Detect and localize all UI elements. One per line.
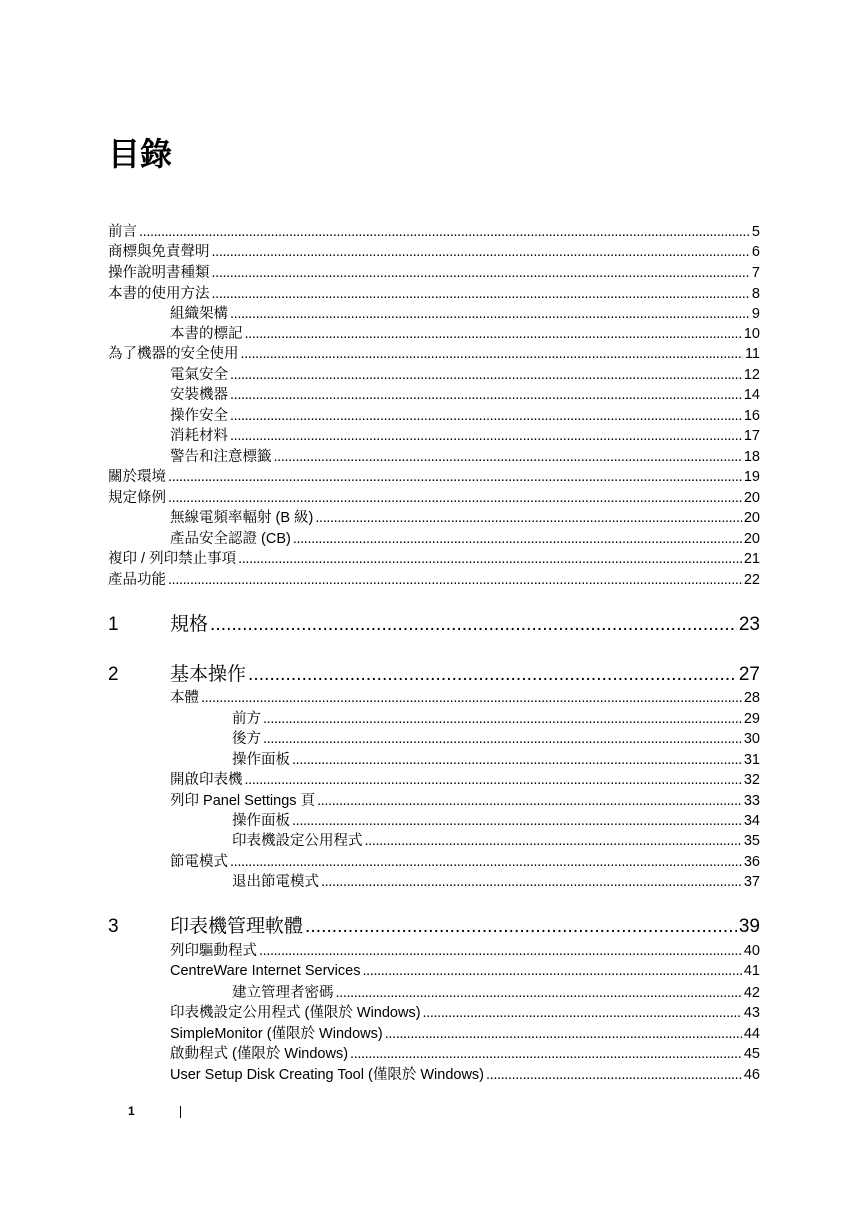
toc-leader-dots: [292, 811, 742, 831]
toc-entry-label: 操作說明書種類: [108, 265, 210, 281]
toc-chapter-entry[interactable]: [108, 662, 760, 688]
toc-entry-label: 印表機設定公用程式: [232, 833, 363, 849]
toc-leader-dots: [317, 791, 742, 811]
toc-entry-label: 列印驅動程式: [170, 943, 257, 959]
toc-chapter-number: 2: [108, 664, 119, 685]
toc-page-number: 21: [743, 551, 760, 567]
toc-page-number: 44: [743, 1026, 760, 1042]
toc-entry[interactable]: [170, 941, 760, 961]
toc-entry[interactable]: [170, 1065, 760, 1085]
toc-entry-label: 本體: [170, 690, 199, 706]
toc-page-number: 36: [743, 854, 760, 870]
toc-entry-label: 警告和注意標籤: [170, 449, 272, 465]
toc-leader-dots: [245, 324, 742, 344]
toc-page-number: 45: [743, 1046, 760, 1062]
toc-entry-label: 退出節電模式: [232, 874, 319, 890]
toc-entry[interactable]: [170, 529, 760, 549]
toc-entry-label: 消耗材料: [170, 428, 228, 444]
toc-leader-dots: [230, 406, 742, 426]
toc-leader-dots: [423, 1003, 742, 1023]
toc-page-number: 42: [743, 985, 760, 1001]
toc-page-number: 5: [751, 224, 760, 240]
toc-entry[interactable]: [170, 508, 760, 528]
toc-leader-dots: [210, 612, 737, 638]
toc-page-number: 34: [743, 813, 760, 829]
toc-leader-dots: [362, 961, 741, 981]
toc-page-number: 27: [738, 664, 760, 685]
toc-leader-dots: [315, 508, 741, 528]
toc-entry-label: 印表機設定公用程式 (僅限於 Windows): [170, 1005, 421, 1021]
toc-page-number: 17: [743, 428, 760, 444]
toc-entry[interactable]: [232, 709, 760, 729]
toc-entry-label: 基本操作: [170, 664, 247, 685]
toc-entry-label: 產品安全認證 (CB): [170, 531, 291, 547]
toc-leader-dots: [305, 914, 737, 940]
toc-leader-dots: [263, 709, 742, 729]
toc-entry[interactable]: [170, 791, 760, 811]
toc-entry[interactable]: [170, 1044, 760, 1064]
toc-leader-dots: [486, 1065, 742, 1085]
toc-leader-dots: [321, 872, 742, 892]
toc-leader-dots: [238, 549, 742, 569]
toc-leader-dots: [230, 304, 750, 324]
toc-entry[interactable]: [232, 729, 760, 749]
toc-leader-dots: [259, 941, 742, 961]
toc-entry[interactable]: [232, 831, 760, 851]
toc-entry-label: 安裝機器: [170, 387, 228, 403]
toc-entry-label: 前言: [108, 224, 137, 240]
toc-entry-label: 規格: [170, 614, 209, 635]
toc-entry[interactable]: [108, 242, 760, 262]
toc-entry[interactable]: [108, 263, 760, 283]
toc-entry[interactable]: [108, 570, 760, 590]
toc-page-number: 32: [743, 772, 760, 788]
toc-page-number: 31: [743, 752, 760, 768]
toc-entry-label: 開啟印表機: [170, 772, 243, 788]
toc-leader-dots: [212, 242, 750, 262]
toc-entry-label: 操作安全: [170, 408, 228, 424]
toc-entry[interactable]: [108, 284, 760, 304]
toc-leader-dots: [263, 729, 742, 749]
toc-chapter-number: 1: [108, 614, 119, 635]
toc-entry-label: 操作面板: [232, 752, 290, 768]
toc-page-number: 10: [743, 326, 760, 342]
toc-page-number: 11: [744, 346, 760, 362]
toc-entry-label: 電氣安全: [170, 367, 228, 383]
toc-page-number: 46: [743, 1067, 760, 1083]
toc-entry-label: 本書的標記: [170, 326, 243, 342]
toc-page-number: 20: [743, 490, 760, 506]
toc-leader-dots: [293, 529, 742, 549]
toc-entry-label: User Setup Disk Creating Tool (僅限於 Windows): [170, 1067, 484, 1083]
toc-entry[interactable]: [108, 467, 760, 487]
toc-entry-label: 建立管理者密碼: [232, 985, 334, 1001]
toc-entry[interactable]: [170, 688, 760, 708]
toc-leader-dots: [274, 447, 742, 467]
toc-leader-dots: [248, 662, 737, 688]
toc-entry[interactable]: [170, 1024, 760, 1044]
toc-leader-dots: [212, 284, 750, 304]
toc-entry[interactable]: [170, 426, 760, 446]
toc-entry-label: 節電模式: [170, 854, 228, 870]
toc-leader-dots: [350, 1044, 742, 1064]
toc-entry-label: 啟動程式 (僅限於 Windows): [170, 1046, 349, 1062]
toc-leader-dots: [168, 488, 742, 508]
toc-leader-dots: [230, 365, 742, 385]
toc-entry[interactable]: [108, 549, 760, 569]
toc-entry[interactable]: [170, 304, 760, 324]
toc-entry[interactable]: [170, 852, 760, 872]
toc-entry-label: 後方: [232, 731, 261, 747]
toc-entry-label: 商標與免責聲明: [108, 244, 210, 260]
toc-leader-dots: [168, 570, 742, 590]
toc-leader-dots: [212, 263, 750, 283]
toc-entry[interactable]: [232, 750, 760, 770]
toc-leader-dots: [201, 688, 742, 708]
toc-page-number: 9: [751, 306, 760, 322]
toc-page-number: 28: [743, 690, 760, 706]
toc-leader-dots: [230, 852, 742, 872]
toc-leader-dots: [230, 385, 742, 405]
toc-page-number: 30: [743, 731, 760, 747]
toc-page-number: 12: [743, 367, 760, 383]
toc-entry[interactable]: [108, 222, 760, 242]
toc-page-number: 23: [738, 614, 760, 635]
toc-page-number: 18: [743, 449, 760, 465]
toc-entry-label: SimpleMonitor (僅限於 Windows): [170, 1026, 383, 1042]
footer-page-number: 1: [128, 1104, 135, 1118]
toc-leader-dots: [245, 770, 742, 790]
toc-leader-dots: [139, 222, 750, 242]
toc-entry[interactable]: [170, 385, 760, 405]
toc-leader-dots: [365, 831, 742, 851]
toc-page-number: 37: [743, 874, 760, 890]
toc-entry-label: 前方: [232, 711, 261, 727]
toc-page-number: 6: [751, 244, 760, 260]
toc-entry-label: 為了機器的安全使用: [108, 346, 239, 362]
toc-entry[interactable]: [170, 1003, 760, 1023]
toc-leader-dots: [241, 344, 743, 364]
toc-page-number: 16: [743, 408, 760, 424]
toc-entry[interactable]: [232, 872, 760, 892]
toc-leader-dots: [230, 426, 742, 446]
toc-leader-dots: [292, 750, 742, 770]
footer-divider: [180, 1106, 181, 1118]
toc-page-number: 33: [743, 793, 760, 809]
toc-page-number: 40: [743, 943, 760, 959]
toc-entry-label: 規定條例: [108, 490, 166, 506]
toc-entry[interactable]: [170, 961, 760, 981]
toc-entry[interactable]: [170, 406, 760, 426]
toc-page-number: 22: [743, 572, 760, 588]
toc-page-number: 7: [751, 265, 760, 281]
toc-page-number: 19: [743, 469, 760, 485]
toc-entry-label: 本書的使用方法: [108, 286, 210, 302]
toc-entry[interactable]: [108, 344, 760, 364]
toc-chapter-entry[interactable]: [108, 914, 760, 940]
toc-page-number: 35: [743, 833, 760, 849]
toc-entry[interactable]: [170, 447, 760, 467]
toc-leader-dots: [336, 983, 742, 1003]
toc-leader-dots: [385, 1024, 742, 1044]
toc-entry-label: 無線電頻率輻射 (B 級): [170, 510, 314, 526]
toc-entry-label: 列印 Panel Settings 頁: [170, 793, 316, 809]
toc-page-number: 29: [743, 711, 760, 727]
toc-entry-label: 產品功能: [108, 572, 166, 588]
page-title: 目錄: [108, 136, 173, 172]
toc-entry-label: 操作面板: [232, 813, 290, 829]
toc-entry-label: 複印 / 列印禁止事項: [108, 551, 237, 567]
toc-page-number: 8: [751, 286, 760, 302]
toc-page-number: 20: [743, 531, 760, 547]
toc-entry-label: CentreWare Internet Services: [170, 963, 361, 979]
toc-page-number: 39: [738, 916, 760, 937]
toc-leader-dots: [168, 467, 742, 487]
toc-page-number: 41: [743, 963, 760, 979]
toc-page-number: 14: [743, 387, 760, 403]
toc-entry[interactable]: [232, 983, 760, 1003]
toc-entry[interactable]: [232, 811, 760, 831]
toc-entry[interactable]: [170, 365, 760, 385]
toc-chapter-number: 3: [108, 916, 119, 937]
toc-entry-label: 組織架構: [170, 306, 228, 322]
toc-entry[interactable]: [108, 488, 760, 508]
toc-page-number: 20: [743, 510, 760, 526]
toc-page-number: 43: [743, 1005, 760, 1021]
toc-chapter-entry[interactable]: [108, 612, 760, 638]
toc-entry-label: 印表機管理軟體: [170, 916, 304, 937]
toc-entry-label: 關於環境: [108, 469, 166, 485]
toc-entry[interactable]: [170, 324, 760, 344]
toc-entry[interactable]: [170, 770, 760, 790]
